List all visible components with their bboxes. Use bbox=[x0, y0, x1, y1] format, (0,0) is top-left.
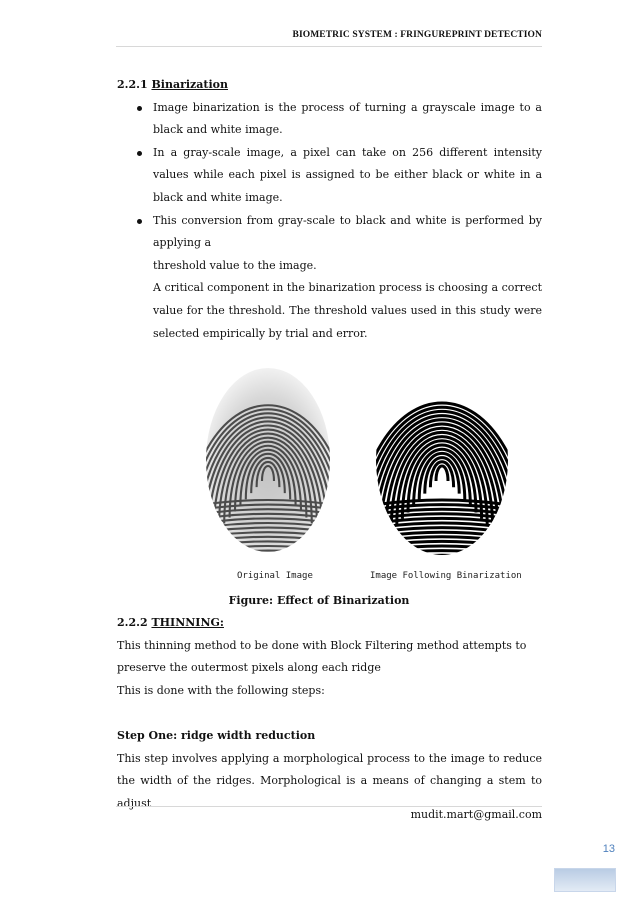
list-item: Image binarization is the process of turning a grayscale image to a black and white image. bbox=[117, 97, 542, 142]
section-heading bbox=[117, 74, 542, 97]
page-number: 13 bbox=[602, 843, 615, 855]
original-fingerprint-icon bbox=[205, 368, 355, 572]
paragraph: This step involves applying a morphological process to the image to reduce the width of the ridges. Morphological is a means of changing a stem to adjust bbox=[117, 751, 542, 810]
step-heading: Step One: ridge width reduction bbox=[117, 728, 316, 742]
paragraph: threshold value to the image. bbox=[153, 258, 317, 272]
footer-email: mudit.mart@gmail.com bbox=[410, 808, 542, 821]
blank-line bbox=[117, 702, 542, 725]
paragraph-line: This is done with the following steps: bbox=[117, 683, 325, 697]
section-heading bbox=[117, 612, 542, 635]
bullet-icon bbox=[137, 106, 142, 111]
bullet-icon bbox=[137, 151, 142, 156]
section-title: Binarization bbox=[151, 78, 229, 91]
figure-caption: Figure: Effect of Binarization bbox=[228, 594, 410, 607]
binarized-image-label: Image Following Binarization bbox=[370, 571, 522, 581]
section-number: 2.2.2 bbox=[117, 616, 148, 629]
running-header: BIOMETRIC SYSTEM : FRINGUREPRINT DETECTION bbox=[292, 30, 542, 40]
fingerprint-figure-svg bbox=[205, 360, 527, 585]
figure-fingerprints bbox=[205, 360, 527, 585]
original-image-label: Original Image bbox=[237, 571, 313, 581]
header-rule bbox=[116, 46, 542, 47]
page-tab-decoration bbox=[554, 868, 616, 892]
bullet-list bbox=[117, 97, 542, 255]
section-thinning bbox=[117, 612, 542, 815]
section-title: THINNING: bbox=[151, 616, 224, 629]
bullet-icon bbox=[137, 219, 142, 224]
footer-rule bbox=[116, 806, 542, 807]
section-number: 2.2.1 bbox=[117, 78, 148, 91]
binarized-fingerprint-icon bbox=[352, 403, 527, 576]
paragraph: A critical component in the binarization process is choosing a correct value for the threshold. The threshold values used in this study were selected empirically by trial and error. bbox=[153, 281, 542, 340]
section-binarization bbox=[117, 74, 542, 345]
list-item: In a gray-scale image, a pixel can take on 256 different intensity values while each pixel is assigned to be either black or white in a black and white image. bbox=[117, 142, 542, 210]
paragraph-line: preserve the outermost pixels along each ridge bbox=[117, 661, 381, 675]
paragraph-line: This thinning method to be done with Block Filtering method attempts to bbox=[117, 638, 527, 652]
list-item: This conversion from gray-scale to black and white is performed by applying a bbox=[117, 210, 542, 255]
